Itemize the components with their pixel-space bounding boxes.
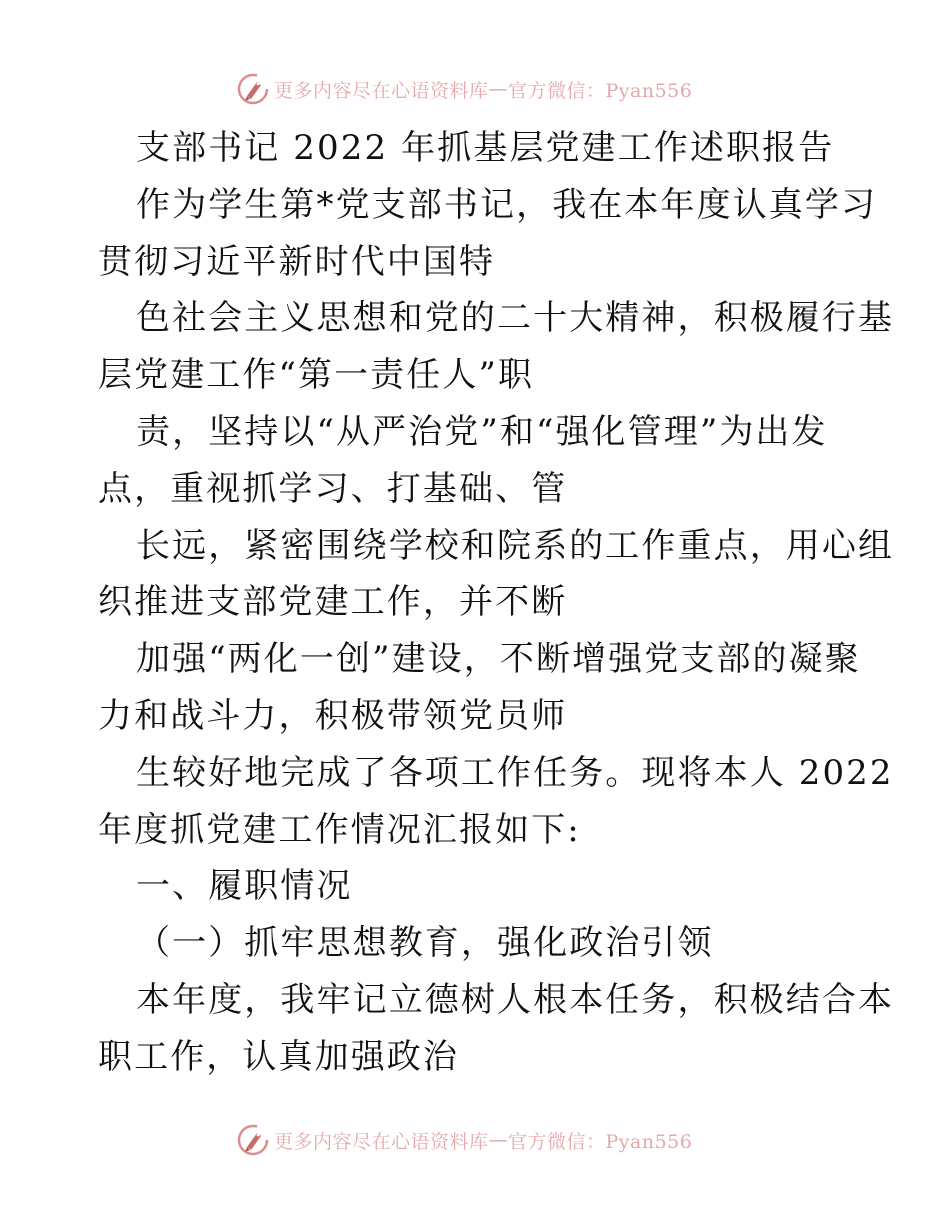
text-line: 点，重视抓学习、打基础、管 [98, 468, 568, 509]
text-line: 生较好地完成了各项工作任务。现将本人 2022 [136, 752, 894, 793]
text-line: 加强“两化一创”建设，不断增强党支部的凝聚 [136, 639, 861, 680]
header-watermark [236, 72, 692, 106]
text-line: 职工作，认真加强政治 [98, 1036, 459, 1077]
text-line: 力和战斗力，积极带领党员师 [98, 695, 568, 736]
watermark-separator: — [488, 78, 509, 100]
text-line: 织推进支部党建工作，并不断 [98, 582, 568, 623]
document-title: 支部书记 2022 年抓基层党建工作述职报告 [136, 128, 835, 168]
text-line: 贯彻习近平新时代中国特 [98, 241, 496, 282]
pen-nib-logo-icon [236, 1123, 270, 1157]
document-body [98, 120, 895, 1086]
footer-watermark [236, 1123, 692, 1157]
watermark-suffix: 官方微信：Pyan556 [508, 79, 693, 102]
text-line: 年度抓党建工作情况汇报如下: [98, 809, 581, 850]
section-heading: 一、履职情况 [136, 866, 353, 907]
text-line: 本年度，我牢记立德树人根本任务，积极结合本 [136, 979, 895, 1020]
subsection-heading: （一）抓牢思想教育，强化政治引领 [136, 923, 714, 964]
watermark-text: 更多内容尽在心语资料库 [274, 79, 489, 102]
text-line: 色社会主义思想和党的二十大精神，积极履行基 [136, 298, 895, 339]
text-line: 作为学生第*党支部书记，我在本年度认真学习 [136, 184, 878, 225]
pen-nib-logo-icon [236, 72, 270, 106]
text-line: 长远，紧密围绕学校和院系的工作重点，用心组 [136, 525, 895, 566]
watermark-separator: — [488, 1129, 509, 1151]
text-line: 责，坚持以“从严治党”和“强化管理”为出发 [136, 411, 828, 452]
text-line: 层党建工作“第一责任人”职 [98, 355, 535, 396]
watermark-text: 更多内容尽在心语资料库 [274, 1130, 489, 1153]
watermark-suffix: 官方微信：Pyan556 [508, 1130, 693, 1153]
